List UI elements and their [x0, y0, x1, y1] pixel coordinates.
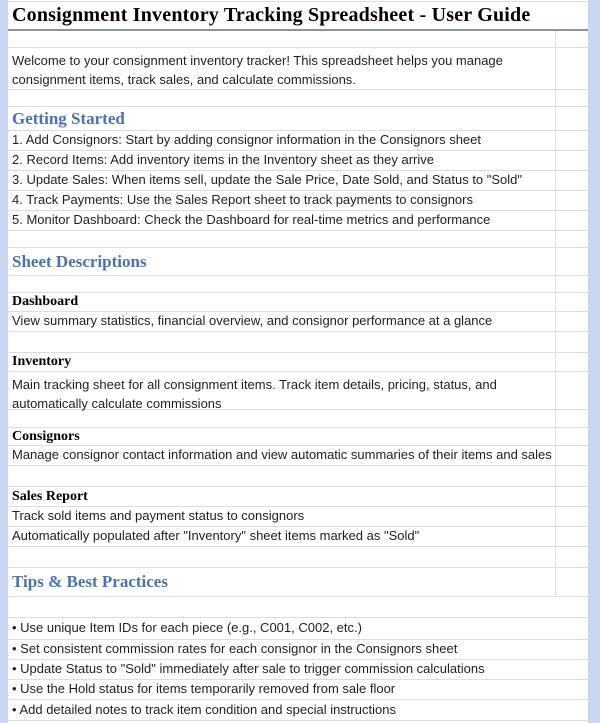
sheet-name-sales-report: Sales Report — [8, 487, 588, 507]
empty-row — [8, 332, 588, 353]
section-heading-sheet-descriptions: Sheet Descriptions — [8, 248, 588, 276]
sheet-desc-inventory-cell — [8, 372, 588, 410]
welcome-text-cell — [8, 48, 588, 90]
sheet-desc-sales-report-line1: Track sold items and payment status to consignors — [8, 507, 588, 527]
tip-item: • Update Status to "Sold" immediately after sale to trigger commission calculations — [8, 660, 588, 680]
sheet-name-inventory: Inventory — [8, 353, 588, 372]
tip-item: • Use unique Item IDs for each piece (e.g., C001, C002, etc.) — [8, 618, 588, 640]
content-column — [8, 0, 588, 723]
left-margin-column — [0, 0, 8, 723]
welcome-text: Welcome to your consignment inventory tracker! This spreadsheet helps you manage consignment items, track sales, and calculate commissions. — [12, 53, 503, 87]
section-heading-getting-started: Getting Started — [8, 107, 588, 131]
sheet-desc-consignors: Manage consignor contact information and view automatic summaries of their items and sales — [8, 446, 588, 466]
sheet-desc-sales-report-line2: Automatically populated after "Inventory" sheet items marked as "Sold" — [8, 527, 588, 547]
sheet-desc-dashboard: View summary statistics, financial overview, and consignor performance at a glance — [8, 312, 588, 332]
step-item: 3. Update Sales: When items sell, update the Sale Price, Date Sold, and Status to "Sold" — [8, 171, 588, 191]
sheet-desc-inventory: Main tracking sheet for all consignment items. Track item details, pricing, status, and automatically calculate commissions — [12, 377, 497, 411]
empty-row — [8, 276, 588, 293]
step-item: 2. Record Items: Add inventory items in the Inventory sheet as they arrive — [8, 151, 588, 171]
empty-row — [8, 231, 588, 248]
empty-row — [8, 31, 588, 48]
right-margin-column — [588, 0, 600, 723]
empty-row — [8, 547, 588, 568]
empty-row — [8, 597, 588, 618]
sheet-name-consignors: Consignors — [8, 428, 588, 446]
step-item: 5. Monitor Dashboard: Check the Dashboard for real-time metrics and performance — [8, 211, 588, 231]
page-title: Consignment Inventory Tracking Spreadsheet - User Guide — [8, 2, 588, 31]
tip-item: • Add detailed notes to track item condition and special instructions — [8, 700, 588, 721]
section-heading-tips: Tips & Best Practices — [8, 568, 588, 597]
column-gridline — [555, 31, 556, 597]
tip-item: • Use the Hold status for items temporarily removed from sale floor — [8, 680, 588, 700]
tip-item: • Set consistent commission rates for each consignor in the Consignors sheet — [8, 640, 588, 660]
step-item: 1. Add Consignors: Start by adding consignor information in the Consignors sheet — [8, 131, 588, 151]
sheet-name-dashboard: Dashboard — [8, 293, 588, 312]
empty-row — [8, 90, 588, 107]
step-item: 4. Track Payments: Use the Sales Report sheet to track payments to consignors — [8, 191, 588, 211]
empty-row — [8, 466, 588, 487]
